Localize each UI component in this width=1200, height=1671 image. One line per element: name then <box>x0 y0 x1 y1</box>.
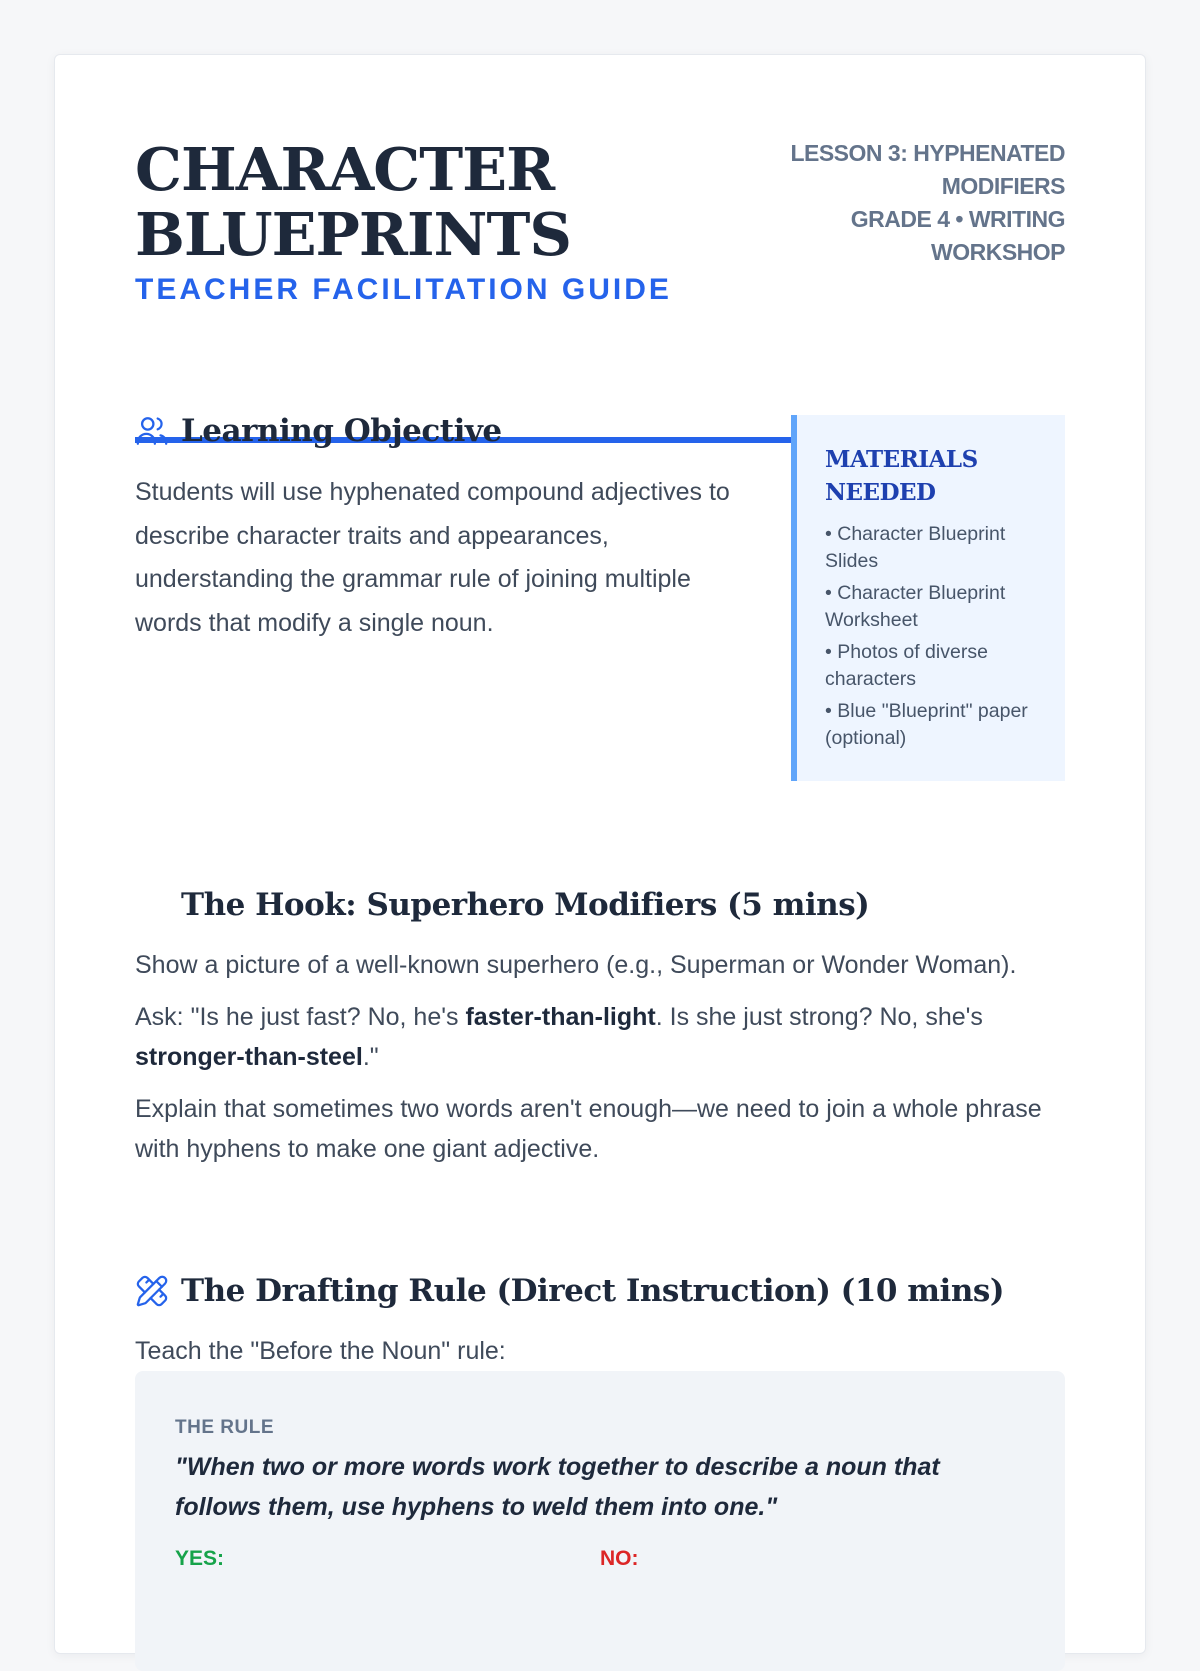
no-column <box>600 1547 1025 1571</box>
yes-column <box>175 1547 600 1571</box>
hook-icon-space <box>135 888 169 922</box>
meta-line-2: MODIFIERS <box>941 173 1065 199</box>
materials-item: • Character Blueprint Worksheet <box>825 582 1006 631</box>
learning-objective-text: Students will use hyphenated compound adjectives to describe character traits and appearances, understanding the grammar rule of joining multiple words that modify a single noun. <box>135 478 730 637</box>
rule-quote: "When two or more words work together to describe a noun that follows them, use hyphens to weld them into one." <box>175 1453 940 1521</box>
rule-label: THE RULE <box>175 1417 274 1438</box>
meta-line-3: GRADE 4 • WRITING <box>850 206 1065 232</box>
yes-label: YES: <box>175 1547 225 1570</box>
hook-paragraph-2 <box>135 997 1065 1077</box>
materials-title-line-1: MATERIALS <box>825 446 978 473</box>
hook-p2-text-b: . Is she just strong? No, she's <box>655 1003 983 1031</box>
materials-title <box>825 443 1045 509</box>
hook-title: The Hook: Superhero Modifiers (5 mins) <box>181 887 870 923</box>
materials-item: • Blue "Blueprint" paper (optional) <box>825 700 1028 749</box>
hook-paragraph-1: Show a picture of a well-known superhero (e.g., Superman or Wonder Woman). <box>135 951 1017 979</box>
materials-item: • Photos of diverse characters <box>825 641 988 690</box>
hook-paragraph-3: Explain that sometimes two words aren't enough—we need to join a whole phrase with hyphens to make one giant adjective. <box>135 1095 1042 1163</box>
drafting-rule-heading <box>135 1273 1065 1309</box>
materials-item: • Character Blueprint Slides <box>825 523 1006 572</box>
materials-panel <box>791 415 1065 781</box>
title-line-2: BLUEPRINTS <box>135 200 571 269</box>
page-header <box>135 137 1065 357</box>
pencil-ruler-icon <box>135 1274 169 1308</box>
hook-p2-text-a: Ask: "Is he just fast? No, he's <box>135 1003 466 1031</box>
hook-heading <box>135 887 1065 923</box>
materials-list <box>825 521 1045 751</box>
hook-section <box>135 887 1065 1169</box>
learning-objective-title: Learning Objective <box>181 413 502 449</box>
drafting-rule-title: The Drafting Rule (Direct Instruction) (10 mins) <box>181 1273 1004 1309</box>
hook-p2-bold-b: stronger-than-steel <box>135 1043 363 1071</box>
drafting-rule-intro: Teach the "Before the Noun" rule: <box>135 1337 506 1365</box>
page-subtitle: TEACHER FACILITATION GUIDE <box>135 273 672 306</box>
learning-objective-section <box>135 413 735 645</box>
materials-title-line-2: NEEDED <box>825 479 936 506</box>
no-label: NO: <box>600 1547 639 1570</box>
rule-examples <box>175 1547 1025 1571</box>
hook-p2-bold-a: faster-than-light <box>465 1003 656 1031</box>
rule-callout <box>135 1371 1065 1671</box>
hook-p2-text-c: ." <box>362 1043 379 1071</box>
drafting-rule-section <box>135 1273 1065 1371</box>
lesson-meta <box>765 137 1065 269</box>
title-line-1: CHARACTER <box>135 135 555 204</box>
learning-objective-heading <box>135 413 735 449</box>
meta-line-4: WORKSHOP <box>931 239 1065 265</box>
lesson-card <box>54 54 1146 1654</box>
users-icon <box>135 414 169 448</box>
meta-line-1: LESSON 3: HYPHENATED <box>790 140 1065 166</box>
